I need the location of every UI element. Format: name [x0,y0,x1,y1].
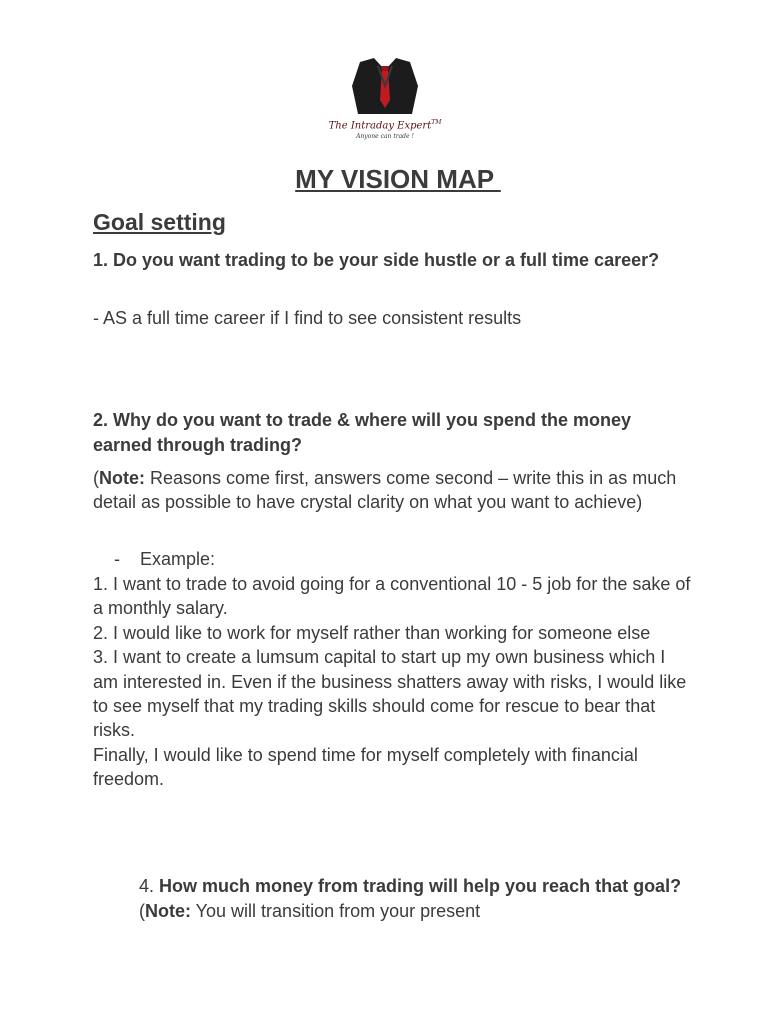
list-item: 2. I would like to work for myself rather than working for someone else [93,622,651,643]
section-heading: Goal setting [93,209,226,235]
brand-logo [310,44,460,156]
answer-2-list [93,572,693,792]
question-2: 2. Why do you want to trade & where will you spend the money earned through trading? [93,410,632,455]
example-bullet: - Example: [114,549,216,569]
logo-wordmark: The Intraday Expert™ [328,119,442,132]
list-item: Finally, I would like to spend time for myself completely with financial freedom. [93,744,638,790]
note-label: Note: [99,468,145,488]
question-4: 4. How much money from trading will help you reach that goal? (Note: You will transition from your present [139,876,682,921]
note-label: Note: [145,901,191,921]
list-item: 1. I want to trade to avoid going for a conventional 10 - 5 job for the sake of a monthly salary. [93,574,691,619]
list-item: 3. I want to create a lumsum capital to start up my own business which I am interested in. Even if the business shatters away with risks, I would like to see myself that my trading skills should come for rescue to bear that risks. [93,647,687,741]
question-2-note: (Note: Reasons come first, answers come second – write this in as much detail as possible to have crystal clarity on what you want to achieve) [93,468,677,513]
answer-1: - AS a full time career if I find to see consistent results [93,308,522,328]
jacket-tie-logo-icon [348,56,422,118]
logo-tagline: Anyone can trade ! [356,133,414,140]
page-title: MY VISION MAP [295,164,501,194]
question-1: 1. Do you want trading to be your side hustle or a full time career? [93,250,660,270]
